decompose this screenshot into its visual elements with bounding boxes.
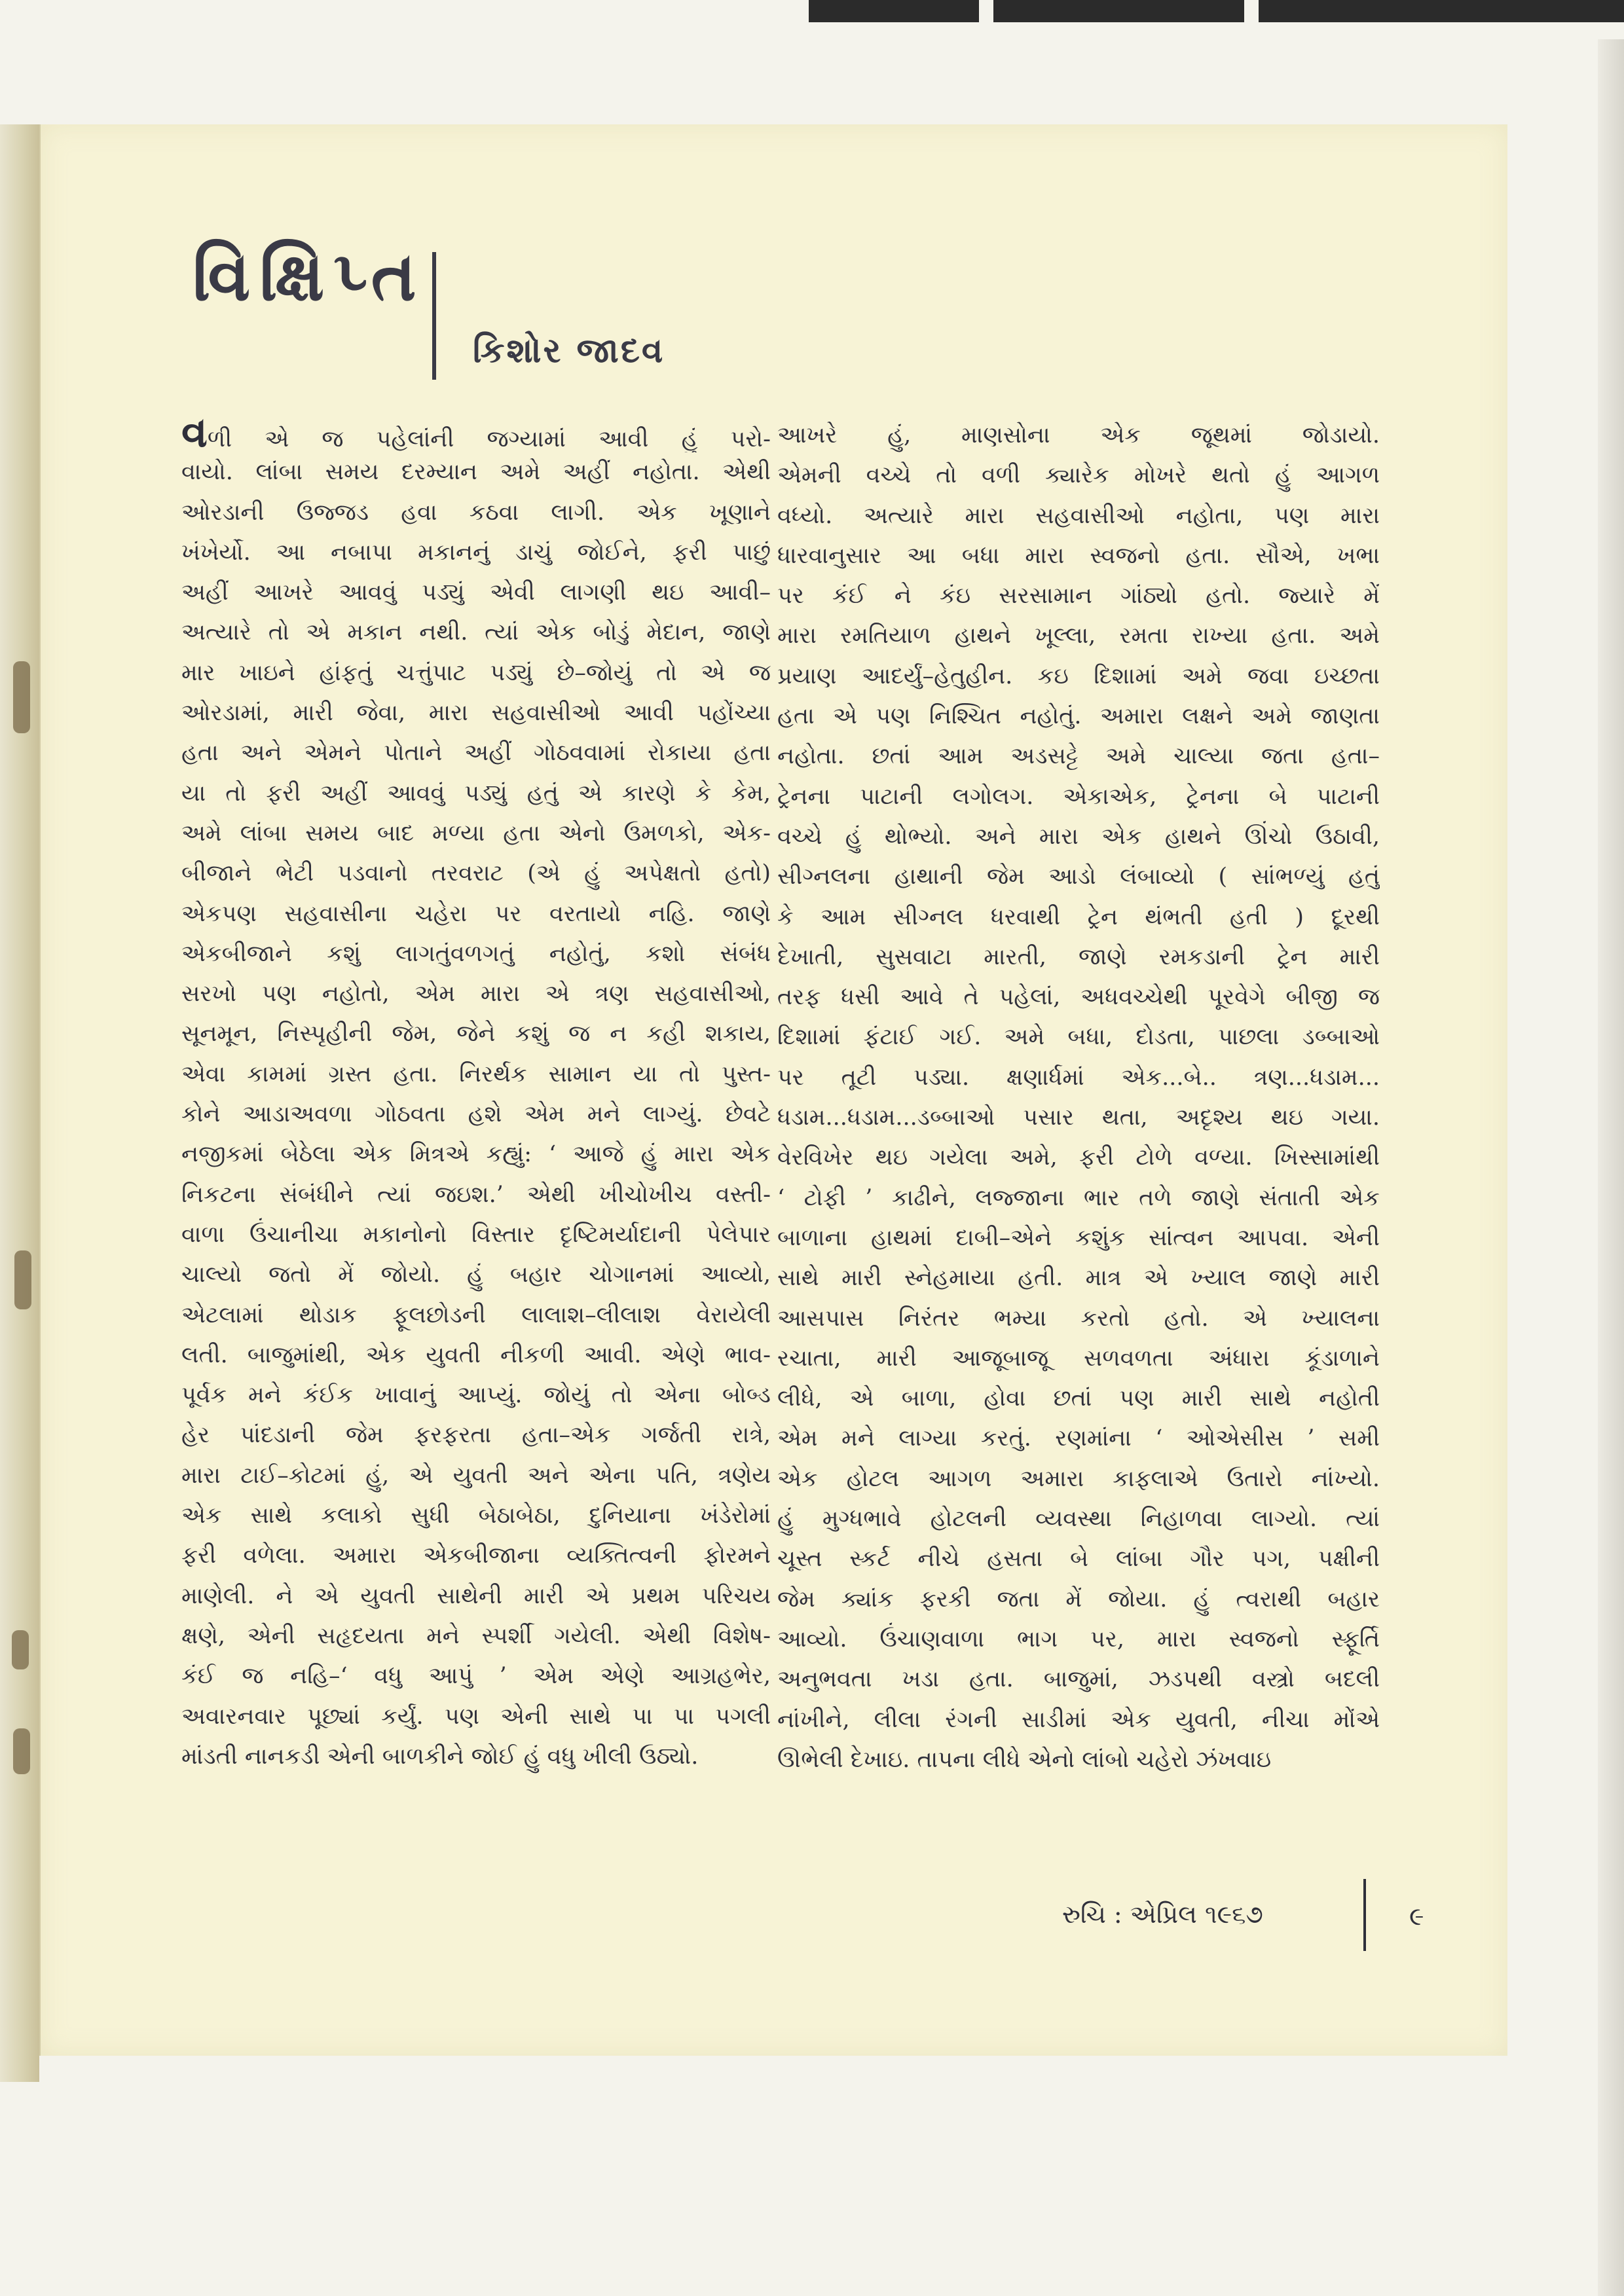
body-line: આવ્યો. ઉંચાણવાળા ભાગ પર, મારા સ્વજનો સ્ફૂર્તિ	[777, 1626, 1380, 1652]
body-line: દેખાતી, સુસવાટા મારતી, જાણે રમકડાની ટ્રેન મારી	[777, 943, 1380, 970]
body-line: એકબીજાને કશું લાગતુંવળગતું નહોતું, કશો સંબંધ	[181, 940, 771, 967]
body-line: કંઈ જ નહિ–‘ વધુ આપું ’ એમ એણે આગ્રહભેર,	[181, 1663, 771, 1690]
drop-cap: વ	[181, 412, 208, 453]
right-column-lines	[777, 416, 1380, 1780]
body-line: લતી. બાજુમાંથી, એક યુવતી નીકળી આવી. એણે ભાવ-	[181, 1341, 771, 1368]
body-line: એમ મને લાગ્યા કરતું. રણમાંના ‘ ઓએસીસ ’ સમી	[777, 1425, 1380, 1452]
title-divider	[432, 252, 436, 380]
body-line: નજીકમાં બેઠેલા એક મિત્રએ કહ્યું: ‘ આજે હું મારા એક	[181, 1141, 771, 1168]
body-line: ટ્રેનના પાટાની લગોલગ. એકાએક, ટ્રેનના બે પાટાની	[777, 783, 1380, 810]
body-line: મારા ટાઈ–કોટમાં હું, એ યુવતી અને એના પતિ, ત્રણેય	[181, 1462, 771, 1489]
body-line: સાથે મારી સ્નેહમાયા હતી. માત્ર એ ખ્યાલ જાણે મારી	[777, 1265, 1380, 1292]
body-line: બીજાને ભેટી પડવાનો તરવરાટ (એ હું અપેક્ષતો હતો)	[181, 860, 771, 887]
body-line: સીગ્નલના હાથાની જેમ આડો લંબાવ્યો ( સાંભળ્યું હતું	[777, 864, 1380, 890]
body-line: માણેલી. ને એ યુવતી સાથેની મારી એ પ્રથમ પરિચય	[181, 1582, 771, 1609]
body-line: ક્ષણે, એની સહૃદયતા મને સ્પર્શી ગયેલી. એથી વિશેષ-	[181, 1622, 771, 1649]
body-line: પર કંઈ ને કંઇ સરસામાન ગાંઠ્યો હતો. જ્યારે મેં	[777, 583, 1380, 610]
body-line: ‘ ટોફી ’ કાઢીને, લજ્જાના ભાર તળે જાણે સંતાતી એક	[777, 1184, 1380, 1211]
body-line: હેર પાંદડાની જેમ ફરફરતા હતા–એક ગર્જતી રાત્રે,	[181, 1422, 771, 1449]
body-line: ધડામ...ધડામ...ડબ્બાઓ પસાર થતા, અદૃશ્ય થઇ ગયા.	[777, 1104, 1380, 1131]
body-line: અમે લાંબા સમય બાદ મળ્યા હતા એનો ઉમળકો, એક-	[181, 820, 771, 847]
body-line: પર તૂટી પડ્યા. ક્ષણાર્ધમાં એક...બે.. ત્રણ...ધડામ...	[777, 1064, 1380, 1091]
body-line: માર ખાઇને હાંફતું ચત્તુંપાટ પડ્યું છે–જોયું તો એ જ	[181, 659, 771, 686]
body-line: સરખો પણ નહોતો, એમ મારા એ ત્રણ સહવાસીઓ,	[181, 981, 771, 1008]
body-line: અનુભવતા ખડા હતા. બાજુમાં, ઝડપથી વસ્ત્રો બદલી	[777, 1666, 1380, 1693]
body-line: લીધે, એ બાળા, હોવા છતાં પણ મારી સાથે નહોતી	[777, 1385, 1380, 1412]
body-line: નાંખીને, લીલા રંગની સાડીમાં એક યુવતી, નીચા મોંએ	[777, 1706, 1380, 1733]
scan-right-shadow	[1598, 39, 1624, 2296]
body-line: ચૂસ્ત સ્કર્ટ નીચે હસતા બે લાંબા ગૌર પગ, પક્ષીની	[777, 1546, 1380, 1573]
article-author: કિશોર જાદવ	[473, 331, 665, 371]
body-line: ઓરડાની ઉજ્જડ હવા કઠવા લાગી. એક ખૂણાને	[181, 499, 771, 526]
body-line: અવારનવાર પૂછ્યાં કર્યું. પણ એની સાથે પા પા પગલી	[181, 1703, 771, 1730]
body-line: એમની વચ્ચે તો વળી ક્યારેક મોખરે થતો હું આગળ	[777, 462, 1380, 489]
body-line: વચ્ચે હું થોભ્યો. અને મારા એક હાથને ઊંચો ઉઠાવી,	[777, 823, 1380, 850]
spine-stain	[12, 1630, 29, 1669]
body-line: સૂનમૂન, નિસ્પૃહીની જેમ, જેને કશું જ ન કહી શકાય,	[181, 1021, 771, 1048]
body-line: પ્રયાણ આદર્યું–હેતુહીન. કઇ દિશામાં અમે જવા ઇચ્છતા	[777, 663, 1380, 689]
body-line: હું મુગ્ધભાવે હોટલની વ્યવસ્થા નિહાળવા લાગ્યો. ત્યાં	[777, 1506, 1380, 1533]
body-line-text: ળી એ જ પહેલાંની જગ્યામાં આવી હું પરો-	[207, 426, 771, 452]
body-line: વાયો. લાંબા સમય દરમ્યાન અમે અહીં નહોતા. એથી	[181, 459, 771, 486]
body-line: હતા અને એમને પોતાને અહીં ગોઠવવામાં રોકાયા હતા	[181, 740, 771, 767]
body-line: ધારવાનુસાર આ બધા મારા સ્વજનો હતા. સૌએ, ખભા	[777, 542, 1380, 569]
magazine-page	[39, 124, 1507, 2056]
body-line: બાળાના હાથમાં દાબી–એને કશુંક સાંત્વન આપવા. એની	[777, 1224, 1380, 1251]
spine-stain	[14, 1250, 31, 1309]
binding-spine	[0, 124, 39, 2082]
footer-divider	[1363, 1879, 1366, 1951]
body-line: યા તો ફરી અહીં આવવું પડ્યું હતું એ કારણે કે કેમ,	[181, 780, 771, 807]
body-line: કોને આડાઅવળા ગોઠવતા હશે એમ મને લાગ્યું. છેવટે	[181, 1101, 771, 1128]
spine-stain	[13, 661, 30, 733]
scan-top-edge	[809, 0, 1624, 22]
body-line: વેરવિખેર થઇ ગયેલા અમે, ફરી ટોળે વળ્યા. ખિસ્સામાંથી	[777, 1144, 1380, 1171]
body-line: હતા એ પણ નિશ્ચિત નહોતું. અમારા લક્ષને અમે જાણતા	[777, 703, 1380, 730]
body-column-left	[181, 412, 771, 1777]
body-line: વાળા ઉંચાનીચા મકાનોનો વિસ્તાર દૃષ્ટિમર્યાદાની પેલેપાર	[181, 1221, 771, 1248]
body-column-right	[777, 416, 1380, 1780]
body-line: અત્યારે તો એ મકાન નથી. ત્યાં એક બોડું મેદાન, જાણે	[181, 619, 771, 646]
body-line: ફરી વળેલા. અમારા એકબીજાના વ્યક્તિત્વની ફોરમને	[181, 1542, 771, 1569]
body-line: ઊભેલી દેખાઇ. તાપના લીધે એનો લાંબો ચહેરો ઝંખવાઇ	[777, 1746, 1272, 1773]
body-line: એટલામાં થોડાક ફૂલછોડની લાલાશ–લીલાશ વેરાયેલી	[181, 1302, 771, 1328]
body-line: ખંખેર્યો. આ નબાપા મકાનનું ડાચું જોઈને, ફરી પાછું	[181, 539, 771, 566]
body-line: જેમ ક્યાંક ફરકી જતા મેં જોયા. હું ત્વરાથી બહાર	[777, 1586, 1380, 1613]
page-number: ૯	[1409, 1902, 1424, 1931]
body-line: ઓરડામાં, મારી જેવા, મારા સહવાસીઓ આવી પહોંચ્યા	[181, 700, 771, 727]
body-line: એકપણ સહવાસીના ચહેરા પર વરતાયો નહિ. જાણે	[181, 900, 771, 927]
body-line: નહોતા. છતાં આમ અડસટ્ટે અમે ચાલ્યા જતા હતા–	[777, 743, 1380, 770]
body-line: તરફ ધસી આવે તે પહેલાં, અધવચ્ચેથી પૂરવેગે બીજી જ	[777, 984, 1380, 1011]
body-line: આખરે હું, માણસોના એક જૂથમાં જોડાયો.	[777, 422, 1380, 448]
body-line: અહીં આખરે આવવું પડ્યું એવી લાગણી થઇ આવી–	[181, 579, 771, 606]
body-line: એક સાથે કલાકો સુધી બેઠાબેઠા, દુનિયાના ખંડેરોમાં	[181, 1503, 771, 1529]
footer-issue: રુચિ : એપ્રિલ ૧૯૬૭	[1062, 1900, 1263, 1929]
body-line: મારા રમતિયાળ હાથને ખૂલ્લા, રમતા રાખ્યા હતા. અમે	[777, 623, 1380, 649]
left-column-lines	[181, 452, 771, 1777]
body-line: આસપાસ નિરંતર ભમ્યા કરતો હતો. એ ખ્યાલના	[777, 1305, 1380, 1332]
scan-top-edge-gap	[979, 0, 993, 22]
body-line: એક હોટલ આગળ અમારા કાફલાએ ઉતારો નાંખ્યો.	[777, 1465, 1380, 1492]
body-line: કે આમ સીગ્નલ ધરવાથી ટ્રેન થંભતી હતી ) દૂરથી	[777, 903, 1380, 930]
body-line: ચાલ્યો જતો મેં જોયો. હું બહાર ચોગાનમાં આવ્યો,	[181, 1262, 771, 1288]
body-line	[181, 412, 771, 452]
spine-stain	[13, 1728, 30, 1774]
body-line: રચાતા, મારી આજૂબાજૂ સળવળતા અંધારા કૂંડાળાને	[777, 1345, 1380, 1372]
body-line: વધ્યો. અત્યારે મારા સહવાસીઓ નહોતા, પણ મારા	[777, 502, 1380, 529]
body-line: નિકટના સંબંધીને ત્યાં જઇશ.’ એથી ખીચોખીચ વસ્તી-	[181, 1181, 771, 1208]
body-line: માંડતી નાનકડી એની બાળકીને જોઈ હું વધુ ખીલી ઉઠ્યો.	[181, 1743, 699, 1770]
body-line: પૂર્વક મને કંઈક ખાવાનું આપ્યું. જોયું તો એના બોબ્ડ	[181, 1382, 771, 1409]
scan-top-edge-gap	[1244, 0, 1259, 22]
body-line: એવા કામમાં ગ્રસ્ત હતા. નિરર્થક સામાન યા તો પુસ્ત-	[181, 1061, 771, 1087]
article-title: વિક્ષિપ્ત	[193, 236, 426, 316]
body-line: દિશામાં ફંટાઈ ગઈ. અમે બધા, દોડતા, પાછલા ડબ્બાઓ	[777, 1024, 1380, 1051]
